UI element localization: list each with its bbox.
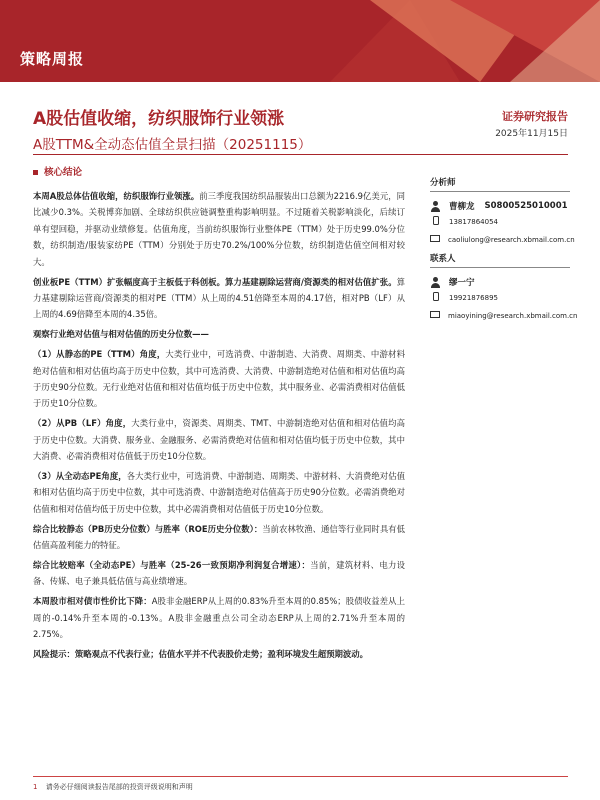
mail-icon	[430, 311, 440, 321]
footer-disclaimer: 请务必仔细阅读报告尾部的投资评级说明和声明	[45, 783, 193, 791]
brand-label: 策略周报	[20, 50, 85, 68]
phone-icon	[430, 292, 441, 304]
paragraph	[33, 468, 405, 517]
contact-heading: 联系人	[430, 252, 570, 268]
analyst-row	[430, 200, 570, 212]
title-divider	[33, 154, 568, 155]
contact-row	[430, 276, 570, 288]
paragraph-body: 大类行业中，资源类、周期类、TMT、中游制造绝对估值和相对估值均高于历史中位数。大消费、服务业、金融服务、必需消费绝对估值和相对估值均低于历史中位数，其中大消费、必需消费相对估值低于历史10分位数。	[33, 418, 406, 462]
analyst-email-row	[430, 234, 575, 246]
bullet-icon	[33, 170, 38, 175]
paragraph-body: 当前，建筑材料、电力设备、传媒、电子兼具低估值与高业绩增速。	[33, 560, 405, 587]
footer-divider	[33, 776, 568, 777]
paragraph-body: 各大类行业中，可选消费、中游制造、周期类、中游材料、大消费绝对估值和相对估值均高于历史中位数，其中可选消费、中游制造绝对估值高于历史90分位数。必需消费绝对估值和相对估值均低于历史中位数，其中必需消费相对估值低于历史10分位数。	[33, 471, 405, 514]
section-heading-text: 核心结论	[44, 167, 83, 178]
section-heading	[33, 164, 405, 178]
report-date: 2025年11月15日	[495, 129, 568, 139]
contact-email[interactable]: miaoyining@research.xbmail.com.cn	[448, 312, 578, 320]
mail-icon	[430, 235, 440, 245]
paragraph	[33, 521, 405, 554]
banner-decoration	[510, 0, 600, 82]
paragraph-lead: 创业板PE（TTM）扩张幅度高于主板低于科创板。算力基建剔除运营商/资源类的相对估值扩张。	[33, 276, 397, 287]
paragraph-body: 前三季度我国纺织品服装出口总额为2216.9亿美元，同比减少0.3%。关税博弈加剧、全球纺织供应链调整重构影响明显。不过随着关税影响淡化，后续订单有望回稳，并驱动业绩修复。估值角度，当前纺织服饰行业整体PE（TTM）处于历史99.0%分位数，纺织制造/服装家纺PE（TTM）分别处于历史70.2%/100%分位数，纺织制造估值空间相对较大。	[33, 191, 405, 267]
analyst-phone-row	[430, 216, 570, 228]
paragraph	[33, 415, 405, 464]
paragraph	[33, 646, 405, 662]
paragraph-lead: 综合比较赔率（全动态PE）与胜率（25-26一致预期净利润复合增速）：	[33, 560, 311, 571]
author-sidebar	[430, 176, 578, 328]
paragraph-lead: 风险提示：策略观点不代表行业；估值水平并不代表股价走势；盈利环境发生超预期波动。	[33, 649, 368, 660]
paragraph-lead: 观察行业绝对估值与相对估值的历史分位数——	[33, 329, 209, 340]
paragraph	[33, 557, 405, 590]
paragraph	[33, 593, 405, 642]
paragraph-body: 大类行业中，可选消费、中游制造、大消费、周期类、中游材料绝对估值和相对估值均高于历史中位数，其中可选消费、大消费、中游制造绝对估值和相对估值均高于历史90分位数。无行业绝对估值和相对估值均低于历史中位数，其中服务业、必需消费相对估值低于历史10分位数。	[33, 349, 405, 409]
contact-email-row	[430, 310, 578, 322]
footer	[33, 782, 193, 792]
analyst-phone: 13817864054	[449, 218, 498, 226]
report-type: 证券研究报告	[502, 110, 568, 123]
paragraph-lead: 本周A股总体估值收缩，纺织服饰行业领涨。	[33, 191, 200, 201]
paragraph-lead: （1）从静态的PE（TTM）角度，	[33, 349, 166, 360]
paragraph-lead: 本周股市相对债市性价比下降：	[33, 596, 152, 607]
analyst-name: 曹柳龙	[449, 202, 475, 212]
paragraph	[33, 326, 405, 342]
contact-phone-row	[430, 292, 570, 304]
paragraph	[33, 274, 405, 323]
person-icon	[430, 277, 441, 288]
paragraph-lead: 综合比较静态（PB历史分位数）与胜率（ROE历史分位数）：	[33, 523, 263, 534]
contact-name: 缪一宁	[449, 278, 475, 288]
analyst-email[interactable]: caoliulong@research.xbmail.com.cn	[448, 236, 575, 244]
paragraph-body: 算力基建剔除运营商/资源类的相对PE（TTM）从上周的4.51倍降至本周的4.17倍，相对PB（LF）从上周的4.69倍降至本周的4.35倍。	[33, 276, 405, 320]
paragraph-body: A股非金融ERP从上周的0.83%升至本周的0.85%；股债收益差从上周的-0.14%升至本周的-0.13%。A股非金融重点公司全动态ERP从上周的2.71%升至本周的2.75%。	[33, 596, 406, 640]
phone-icon	[430, 216, 441, 228]
paragraph	[33, 188, 405, 270]
paragraph-lead: （2）从PB（LF）角度，	[33, 418, 132, 429]
report-title: A股估值收缩，纺织服饰行业领涨	[33, 109, 285, 129]
main-content	[33, 158, 405, 666]
paragraph	[33, 346, 405, 412]
paragraph-body: 当前农林牧渔、通信等行业同时具有低估值高盈利能力的特征。	[33, 523, 405, 551]
paragraph-lead: （3）从全动态PE角度，	[33, 471, 127, 481]
analyst-heading: 分析师	[430, 176, 570, 192]
contact-phone: 19921876895	[449, 294, 498, 302]
person-icon	[430, 201, 441, 212]
page-number: 1	[33, 783, 38, 791]
report-subtitle: A股TTM&全动态估值全景扫描（20251115）	[33, 137, 312, 153]
header-banner	[0, 0, 600, 82]
analyst-code: S0800525010001	[484, 201, 568, 211]
paragraph-list	[33, 188, 405, 662]
